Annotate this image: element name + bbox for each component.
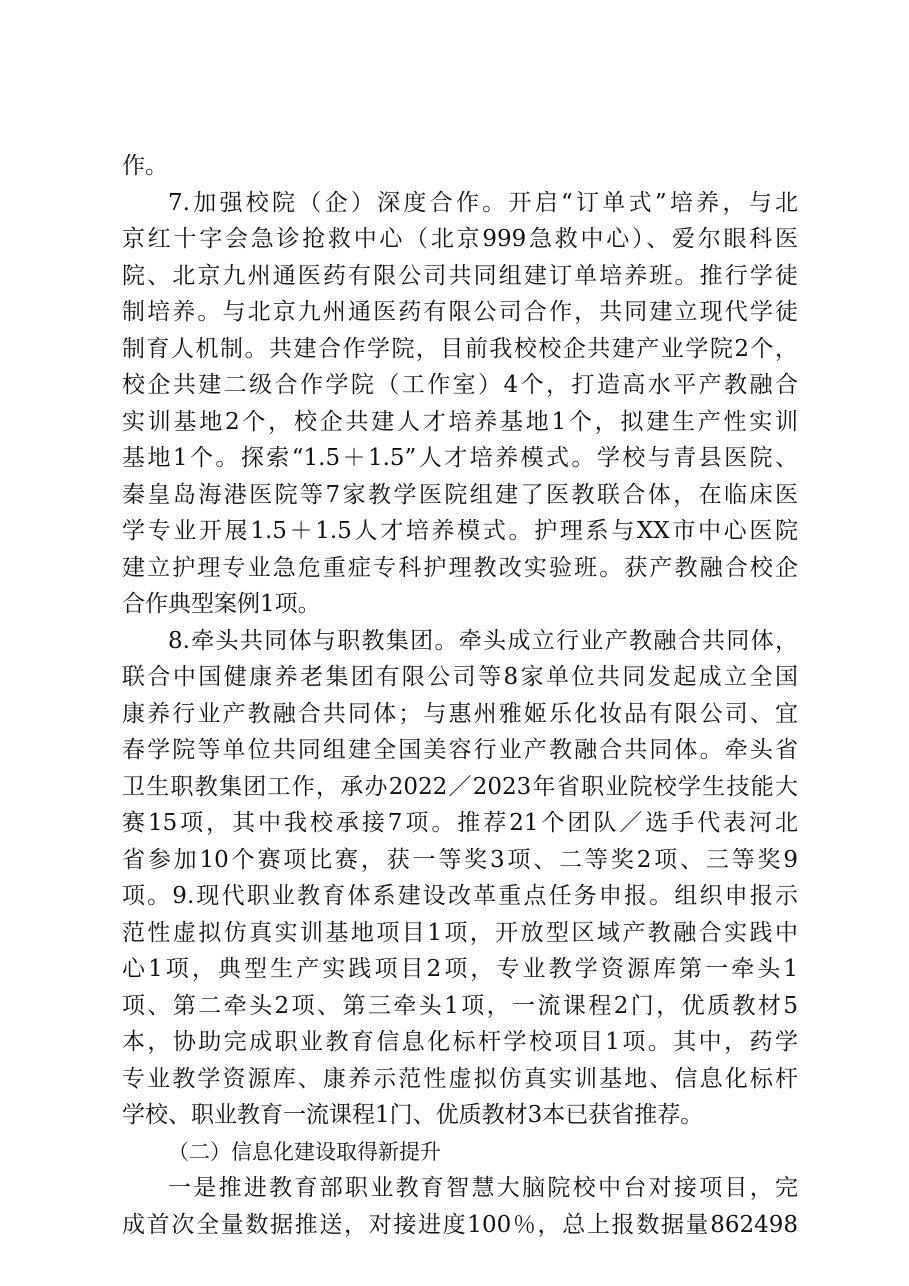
text-line: 基地1个。探索“1.5＋1.5”人才培养模式。学校与青县医院、 — [122, 445, 798, 471]
text-line: 项、第二牵头2项、第三牵头1项，一流课程2门，优质教材5 — [122, 992, 798, 1019]
text-line: 秦皇岛海港医院等7家教学医院组建了医教联合体，在临床医 — [122, 481, 798, 508]
text-line: 京红十字会急诊抢救中心（北京999急救中心）、爱尔眼科医 — [122, 226, 798, 252]
text-line: 联合中国健康养老集团有限公司等8家单位共同发起成立全国 — [122, 664, 798, 690]
text-line: 范性虚拟仿真实训基地项目1项，开放型区域产教融合实践中 — [122, 919, 798, 946]
text-line: 学专业开展1.5＋1.5人才培养模式。护理系与XX市中心医院 — [122, 518, 798, 544]
text-line: 8.牵头共同体与职教集团。牵头成立行业产教融合共同体， — [168, 627, 798, 654]
text-line: 省参加10个赛项比赛，获一等奖3项、二等奖2项、三等奖9 — [122, 846, 798, 873]
text-line: 心1项，典型生产实践项目2项，专业教学资源库第一牵头1 — [122, 956, 798, 982]
text-line: 制培养。与北京九州通医药有限公司合作，共同建立现代学徒 — [122, 299, 798, 325]
text-line: 赛15项，其中我校承接7项。推荐21个团队／选手代表河北 — [122, 810, 798, 836]
text-line: 本，协助完成职业教育信息化标杆学校项目1项。其中，药学 — [122, 1029, 798, 1055]
text-line: 实训基地2个，校企共建人才培养基地1个，拟建生产性实训 — [122, 408, 798, 435]
text-line: 合作典型案例1项。 — [122, 591, 321, 617]
text-line: 卫生职教集团工作，承办2022／2023年省职业院校学生技能大 — [122, 773, 798, 800]
section-heading: （二）信息化建设取得新提升 — [168, 1139, 441, 1164]
text-line: 7.加强校院（企）深度合作。开启“订单式”培养，与北 — [168, 189, 798, 216]
text-line: 校企共建二级合作学院（工作室）4个，打造高水平产教融合 — [122, 372, 798, 398]
text-line: 康养行业产教融合共同体；与惠州雅姬乐化妆品有限公司、宜 — [122, 700, 798, 727]
document-body — [122, 148, 798, 1243]
text-line: 作。 — [122, 153, 168, 179]
text-line: 院、北京九州通医药有限公司共同组建订单培养班。推行学徒 — [122, 262, 798, 289]
text-line: 建立护理专业急危重症专科护理教改实验班。获产教融合校企 — [122, 554, 798, 581]
text-line: 专业教学资源库、康养示范性虚拟仿真实训基地、信息化标杆 — [122, 1065, 798, 1092]
text-line: 春学院等单位共同组建全国美容行业产教融合共同体。牵头省 — [122, 737, 798, 763]
text-line: 制育人机制。共建合作学院，目前我校校企共建产业学院2个， — [122, 335, 798, 362]
text-line: 成首次全量数据推送，对接进度100％，总上报数据量862498 — [122, 1211, 798, 1238]
text-line: 学校、职业教育一流课程1门、优质教材3本已获省推荐。 — [122, 1102, 704, 1128]
text-line: 一是推进教育部职业教育智慧大脑院校中台对接项目，完 — [168, 1175, 798, 1201]
text-line: 项。9.现代职业教育体系建设改革重点任务申报。组织申报示 — [122, 883, 798, 909]
